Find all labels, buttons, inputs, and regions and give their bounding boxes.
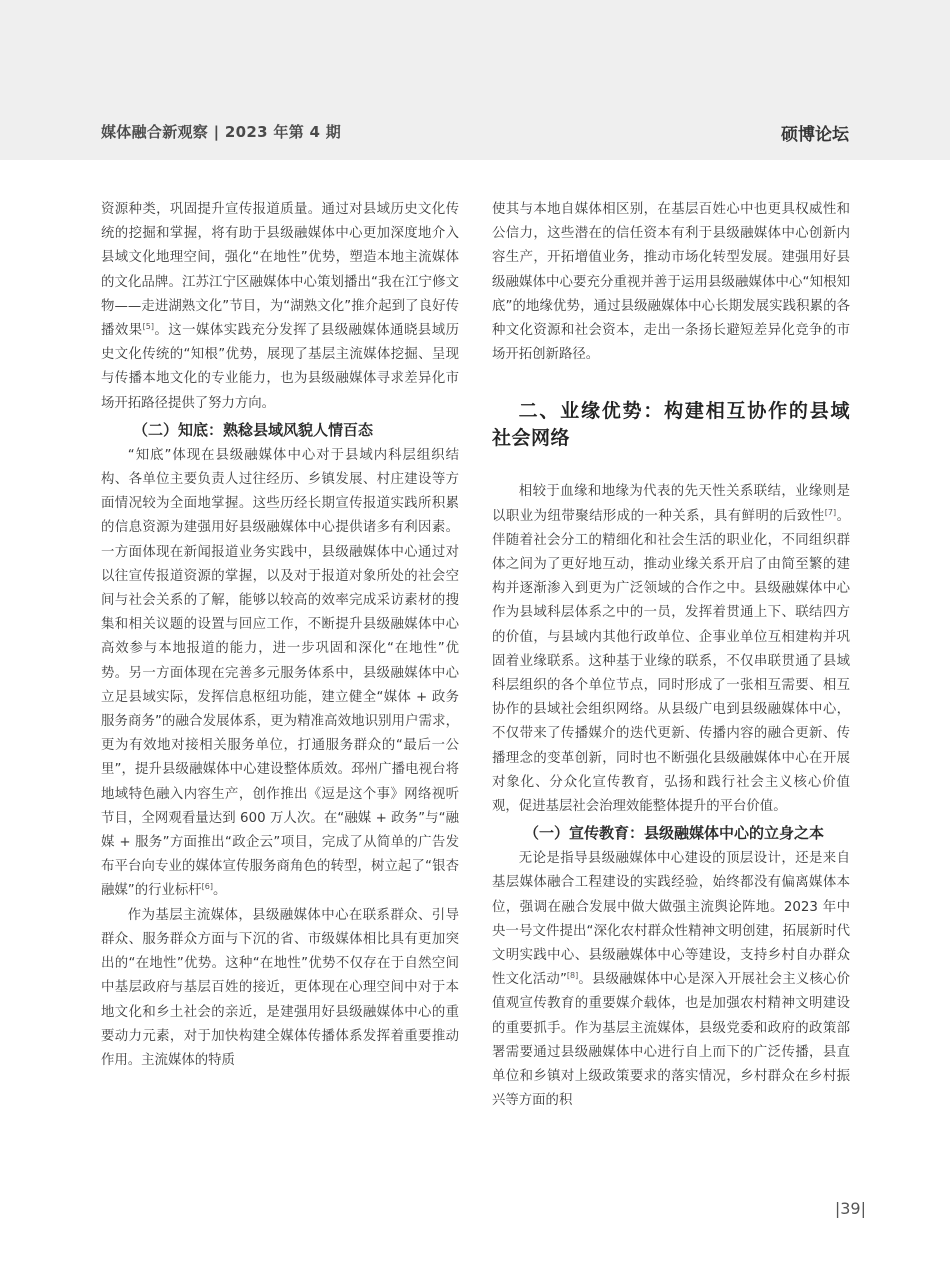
citation-ref[interactable]: [8] <box>566 971 579 981</box>
journal-title: 媒体融合新观察 | 2023 年第 4 期 <box>101 123 342 141</box>
subsection-heading: （一）宣传教育：县级融媒体中心的立身之本 <box>524 824 825 843</box>
subsection-heading: （二）知底：熟稔县域风貌人情百态 <box>133 420 374 439</box>
paragraph: “知底”体现在县级融媒体中心对于县域内科层组织结构、各单位主要负责人过往经历、乡镇发展、村庄建设等方面情况较为全面地掌握。这些历经长期宣传报道实践所积累的信息资源为建强用好县级融媒体中心提供诸多有利因素。一方面体现在新闻报道业务实践中，县级融媒体中心通过对以往宣传报道资源的掌握，以及对于报道对象所处的社会空间与社会关系的了解，能够以较高的效率完成采访素材的搜集和相关议题的设置与回应工作，不断提升县级融媒体中心高效参与本地报道的能力，进一步巩固和深化“在地性”优势。另一方面体现在完善多元服务体系中，县级融媒体中心立足县域实际，发挥信息枢纽功能，建立健全“媒体 + 政务服务商务”的融合发展体系，更为精准高效地识别用户需求，更为有效地对接相关服务单位，打通服务群众的“最后一公里”，提升县级融媒体中心建设整体质效。邳州广播电视台将地域特色融入内容生产，创作推出《逗是这个事》网络视听节目，全网观看量达到 600 万人次。在“融媒 + 政务”与“融媒 + 服务”方面推出“政企云”项目，完成了从简单的广告发布平台向专业的媒体宣传服务商角色的转型，树立起了“银杏融媒”的行业标杆[6]。 <box>101 447 459 899</box>
section-heading: 二、业缘优势：构建相互协作的县域社会网络 <box>492 400 850 450</box>
paragraph: 作为基层主流媒体，县级融媒体中心在联系群众、引导群众、服务群众方面与下沉的省、市级媒体相比具有更加突出的“在地性”优势。这种“在地性”优势不仅存在于自然空间中基层政府与基层百姓的接近，更体现在心理空间中对于本地文化和乡土社会的亲近，是建强用好县级融媒体中心的重要动力元素，对于加快构建全媒体传播体系发挥着重要推动作用。主流媒体的特质 <box>101 907 459 1068</box>
citation-ref[interactable]: [5] <box>142 322 154 332</box>
left-column <box>101 198 459 1073</box>
page-header <box>0 0 950 160</box>
citation-ref[interactable]: [7] <box>824 507 837 517</box>
paragraph: 无论是指导县级融媒体中心建设的顶层设计，还是来自基层媒体融合工程建设的实践经验，始终都没有偏离媒体本位，强调在融合发展中做大做强主流舆论阵地。2023 年中央一号文件提出“深化农村群众性精神文明创建，拓展新时代文明实践中心、县级融媒体中心等建设，支持乡村自办群众性文化活动”[8]。县级融媒体中心是深入开展社会主义核心价值观宣传教育的重要媒介载体，也是加强农村精神文明建设的重要抓手。作为基层主流媒体，县级党委和政府的政策部署需要通过县级融媒体中心进行自上而下的广泛传播，县直单位和乡镇对上级政策要求的落实情况，乡村群众在乡村振兴等方面的积 <box>492 851 851 1109</box>
paragraph: 相较于血缘和地缘为代表的先天性关系联结，业缘则是以职业为纽带聚结形成的一种关系，具有鲜明的后致性[7]。伴随着社会分工的精细化和社会生活的职业化，不同组织群体之间为了更好地互动，推动业缘关系开启了由简至繁的建构并逐渐渗入到更为广泛领域的合作之中。县级融媒体中心作为县域科层体系之中的一员，发挥着贯通上下、联结四方的价值，与县域内其他行政单位、企事业单位互相建构并巩固着业缘联系。这种基于业缘的联系，不仅串联贯通了县域科层组织的各个单位节点，同时形成了一张相互需要、相互协作的县域社会组织网络。从县级广电到县级融媒体中心，不仅带来了传播媒介的迭代更新、传播内容的融合更新、传播理念的变革创新，同时也不断强化县级融媒体中心在开展对象化、分众化宣传教育，弘扬和践行社会主义核心价值观，促进基层社会治理效能整体提升的平台价值。 <box>492 484 851 815</box>
page-number: |39| <box>834 1199 866 1218</box>
paragraph: 资源种类，巩固提升宣传报道质量。通过对县域历史文化传统的挖掘和掌握，将有助于县级融媒体中心更加深度地介入县域文化地理空间，强化“在地性”优势，塑造本地主流媒体的文化品牌。江苏江宁区融媒体中心策划播出“我在江宁修文物——走进湖熟文化”节目，为“湖熟文化”推介起到了良好传播效果[5]。这一媒体实践充分发挥了县级融媒体通晓县域历史文化传统的“知根”优势，展现了基层主流媒体挖掘、呈现与传播本地文化的专业能力，也为县级融媒体寻求差异化市场开拓路径提供了努力方向。 <box>101 202 460 411</box>
right-column <box>492 198 850 1114</box>
citation-ref[interactable]: [6] <box>201 882 214 892</box>
paragraph: 使其与本地自媒体相区别，在基层百姓心中也更具权威性和公信力，这些潜在的信任资本有利于县级融媒体中心创新内容生产，开拓增值业务，推动市场化转型发展。建强用好县级融媒体中心要充分重视并善于运用县级融媒体中心“知根知底”的地缘优势，通过县级融媒体中心长期发展实践积累的各种文化资源和社会资本，走出一条扬长避短差异化竞争的市场开拓创新路径。 <box>492 202 850 363</box>
section-name: 硕博论坛 <box>781 125 849 145</box>
